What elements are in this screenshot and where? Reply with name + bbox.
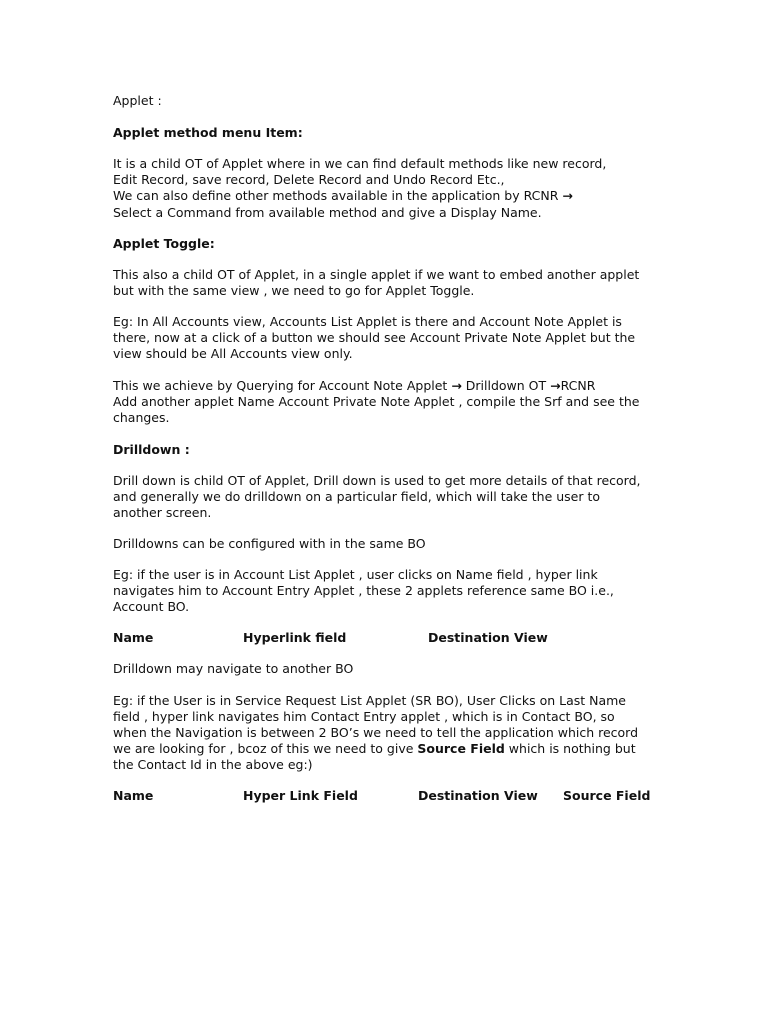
table-header-source-field: Source Field — [563, 788, 651, 803]
right-arrow-icon: → — [451, 378, 462, 393]
text-run: We can also define other methods available in the application by RCNR — [113, 188, 563, 203]
paragraph-line: Account BO. — [113, 599, 190, 614]
paragraph-line: Add another applet Name Account Private Note Applet , compile the Srf and see the — [113, 394, 640, 409]
section-heading-drilldown: Drilldown : — [113, 442, 190, 457]
right-arrow-icon: → — [562, 188, 573, 203]
paragraph-line: field , hyper link navigates him Contact Entry applet , which is in Contact BO, so — [113, 709, 615, 724]
text-run: which is nothing but — [504, 741, 636, 756]
paragraph-line: Eg: if the User is in Service Request List Applet (SR BO), User Clicks on Last Name — [113, 693, 627, 708]
table-header-hyperlink-field: Hyperlink field — [243, 630, 347, 645]
paragraph-line: when the Navigation is between 2 BO’s we need to tell the application which record — [113, 725, 639, 740]
applet-label: Applet : — [113, 93, 162, 108]
paragraph-line: another screen. — [113, 505, 212, 520]
text-run: This we achieve by Querying for Account Note Applet — [113, 378, 452, 393]
paragraph-line: Eg: In All Accounts view, Accounts List Applet is there and Account Note Applet is — [113, 314, 622, 329]
right-arrow-icon: → — [550, 378, 561, 393]
paragraph-line: but with the same view , we need to go for Applet Toggle. — [113, 283, 475, 298]
paragraph-line: Eg: if the user is in Account List Applet , user clicks on Name field , hyper link — [113, 567, 598, 582]
text-run: Drilldown OT — [461, 378, 551, 393]
paragraph-line: and generally we do drilldown on a particular field, which will take the user to — [113, 489, 601, 504]
table-header-name: Name — [113, 788, 154, 803]
table-header-name: Name — [113, 630, 154, 645]
section-heading-applet-method-menu-item: Applet method menu Item: — [113, 125, 303, 140]
paragraph-line: changes. — [113, 410, 170, 425]
text-run: RCNR — [560, 378, 596, 393]
paragraph-line: navigates him to Account Entry Applet , these 2 applets reference same BO i.e., — [113, 583, 614, 598]
paragraph-line: Drilldowns can be configured with in the same BO — [113, 536, 426, 551]
text-run: we are looking for , bcoz of this we need to give — [113, 741, 418, 756]
paragraph-line: Edit Record, save record, Delete Record and Undo Record Etc., — [113, 172, 505, 187]
paragraph-line: Drill down is child OT of Applet, Drill down is used to get more details of that record, — [113, 473, 641, 488]
paragraph-line: This also a child OT of Applet, in a single applet if we want to embed another applet — [113, 267, 640, 282]
paragraph-line: Select a Command from available method and give a Display Name. — [113, 205, 542, 220]
paragraph-line — [113, 741, 636, 757]
table-header-hyper-link-field: Hyper Link Field — [243, 788, 358, 803]
paragraph-line: It is a child OT of Applet where in we can find default methods like new record, — [113, 156, 607, 171]
paragraph-line: view should be All Accounts view only. — [113, 346, 353, 361]
section-heading-applet-toggle: Applet Toggle: — [113, 236, 215, 251]
table-header-destination-view: Destination View — [428, 630, 548, 645]
paragraph-line: Drilldown may navigate to another BO — [113, 661, 354, 676]
table-header-destination-view: Destination View — [418, 788, 538, 803]
paragraph-line: the Contact Id in the above eg:) — [113, 757, 313, 772]
paragraph-line — [113, 378, 595, 394]
source-field-emphasis: Source Field — [417, 741, 505, 756]
paragraph-line: there, now at a click of a button we should see Account Private Note Applet but the — [113, 330, 636, 345]
paragraph-line — [113, 188, 573, 204]
